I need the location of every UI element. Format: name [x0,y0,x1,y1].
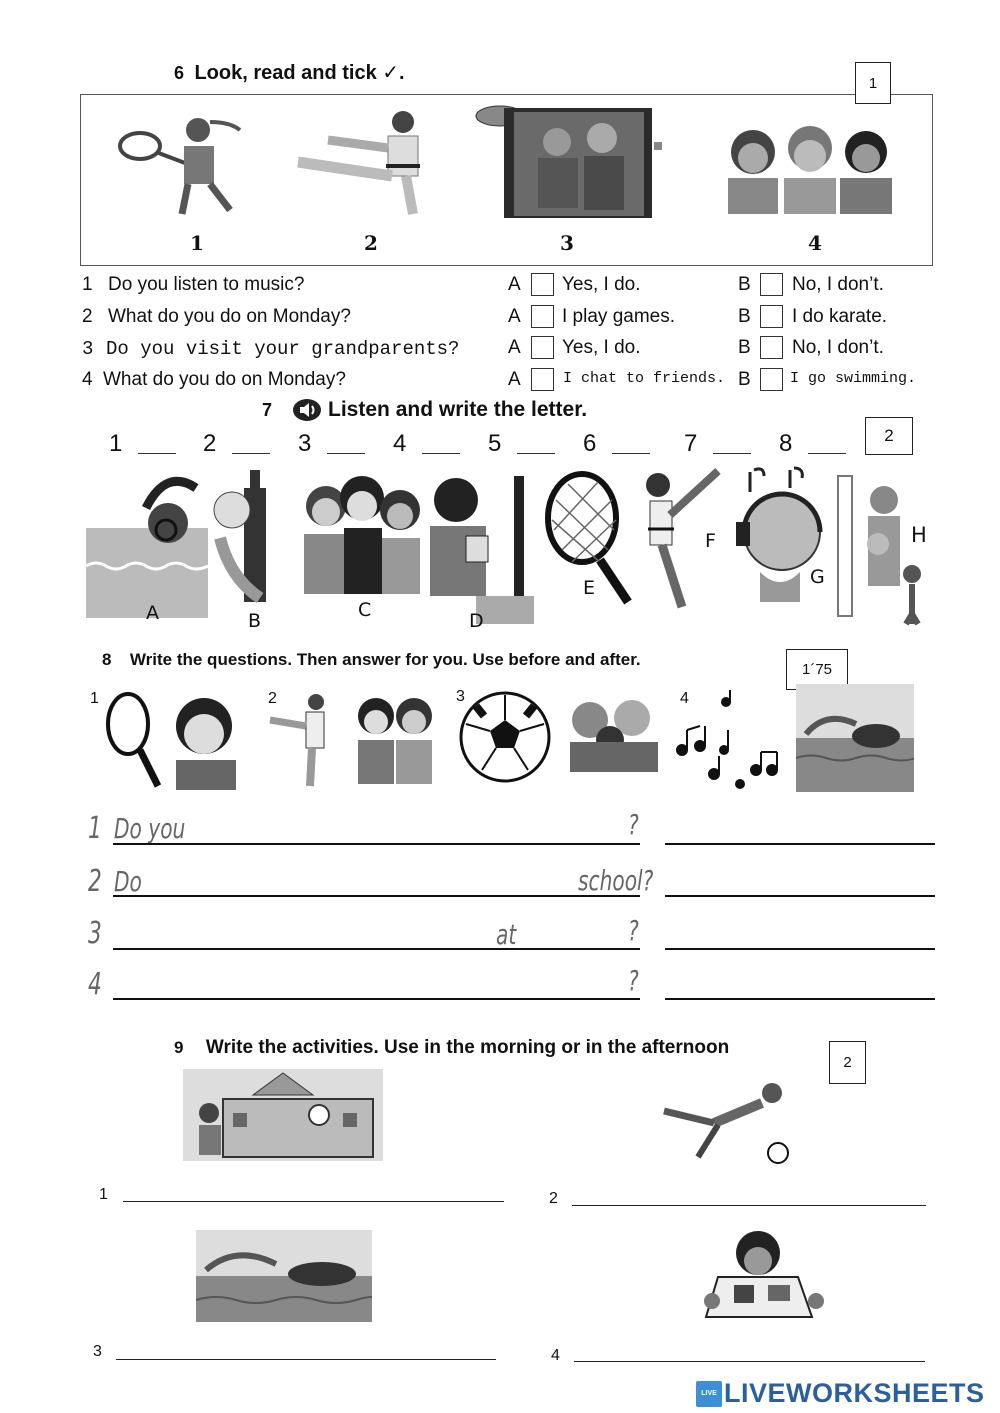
playing-football-picture [654,1079,794,1165]
family-hug-picture [566,696,662,774]
picture-letter: F [705,530,716,552]
row-end-text: ? [628,914,639,947]
karate-boy-picture [266,692,332,788]
letter-blank[interactable] [138,453,176,454]
karate-picture [288,108,438,218]
letter-blank[interactable] [327,453,365,454]
option-b-checkbox[interactable] [760,273,783,296]
blank-number: 5 [488,430,502,457]
ex6-score: 1 [868,74,878,92]
school-picture [183,1069,383,1161]
answer-line[interactable] [665,948,935,950]
row-number: 4 [88,967,102,1002]
row-number: 3 [88,916,102,951]
option-b-checkbox[interactable] [760,305,783,328]
option-a-text: I play games. [562,306,675,327]
option-b-label: B [738,274,751,295]
friends-chatting-picture [718,120,898,215]
activity-line[interactable] [572,1205,926,1206]
row-end-text: school? [578,864,654,897]
ex9-score-box [829,1041,866,1084]
ex6-pic-number: 2 [364,231,378,255]
ex6-heading [166,60,413,85]
football-picture [458,690,552,784]
tennis-player-picture [110,108,260,218]
ex8-pic-number: 2 [268,690,277,707]
ex9-title: Write the activities. Use in the morning or in the afternoon [205,1037,730,1058]
option-b-checkbox[interactable] [760,368,783,391]
picture-letter: A [146,602,159,624]
question-line[interactable] [113,843,640,845]
letter-blank[interactable] [422,453,460,454]
reading-picture [688,1229,838,1324]
liveworksheets-logo [696,1378,985,1409]
blank-number: 8 [779,430,793,457]
option-b-label: B [738,306,751,327]
ex9-heading [174,1037,729,1059]
ex9-number: 9 [174,1038,184,1057]
row-start-text: Do you [114,812,186,845]
ex8-title: Write the questions. Then answer for you. Use before and after. [129,650,641,669]
ex6-score-box [855,62,891,104]
question-number: 2 [82,306,93,327]
option-a-checkbox[interactable] [531,305,554,328]
picture-letter: B [248,610,262,632]
computer-games-picture [426,470,534,625]
option-a-checkbox[interactable] [531,368,554,391]
question-line[interactable] [113,948,640,950]
ex9-score: 2 [843,1054,852,1071]
ex7-heading [262,398,587,422]
ex8-pic-number: 3 [456,688,465,705]
speaker-icon [292,398,322,422]
ex7-score-box [865,417,913,455]
ex8-pic-number: 4 [680,690,689,707]
ex8-number: 8 [102,650,112,669]
question-line[interactable] [113,998,640,1000]
swimmer-picture [796,684,914,792]
blank-number: 3 [298,430,312,457]
option-b-text: No, I don’t. [792,274,884,295]
option-a-checkbox[interactable] [531,336,554,359]
option-a-label: A [508,369,521,390]
chatting-friends-picture [298,466,424,594]
racket-and-girl-picture [104,690,254,790]
ex6-pic-number: 4 [808,231,822,255]
ex9-line-number: 4 [551,1347,560,1364]
option-b-label: B [738,369,751,390]
option-b-checkbox[interactable] [760,336,783,359]
grandparents-picture [472,102,667,220]
question-line[interactable] [113,895,640,897]
ex9-line-number: 2 [549,1190,558,1207]
ex9-line-number: 1 [99,1186,108,1203]
question-text: What do you do on Monday? [103,369,346,390]
ex8-heading [102,650,641,670]
question-text: Do you listen to music? [108,274,305,295]
row-start-text: Do [114,865,142,898]
ex6-pic-number: 1 [190,231,204,255]
ex7-title: Listen and write the letter. [328,398,588,421]
music-notes-picture [670,690,790,790]
option-a-label: A [508,306,521,327]
answer-line[interactable] [665,895,935,897]
logo-text: LIVEWORKSHEETS [724,1378,985,1408]
question-number: 1 [82,274,93,295]
ex6-title: Look, read and tick ✓. [194,62,405,84]
activity-line[interactable] [123,1201,504,1202]
row-end-text: ? [628,964,639,997]
ex6-number: 6 [174,63,185,83]
picture-letter: E [583,577,596,599]
ex6-pic-number: 3 [560,231,574,255]
activity-line[interactable] [574,1361,925,1362]
ex7-score: 2 [884,426,894,445]
ex9-line-number: 3 [93,1343,102,1360]
visiting-grandparents-picture [836,474,928,636]
row-mid-text: at [496,918,517,951]
letter-blank[interactable] [808,453,846,454]
two-girls-picture [352,690,438,786]
letter-blank[interactable] [517,453,555,454]
option-b-label: B [738,337,751,358]
blank-number: 6 [583,430,597,457]
sightseeing-picture [210,468,296,604]
row-number: 2 [88,864,102,899]
letter-blank[interactable] [612,453,650,454]
blank-number: 7 [684,430,698,457]
blank-number: 4 [393,430,407,457]
letter-blank[interactable] [232,453,270,454]
row-number: 1 [88,811,102,846]
option-a-label: A [508,274,521,295]
option-a-text: Yes, I do. [562,337,641,358]
option-b-text: No, I don’t. [792,337,884,358]
swimming-picture [86,468,208,618]
ex7-number: 7 [262,399,273,420]
option-a-label: A [508,337,521,358]
ex8-pic-number: 1 [90,690,99,707]
picture-letter: H [911,523,927,547]
option-b-text: I go swimming. [790,370,917,387]
swimming-activity-picture [196,1230,372,1322]
ex8-score: 1´75 [801,661,833,678]
letter-blank[interactable] [713,453,751,454]
question-text: Do you visit your grandparents? [106,338,460,360]
option-a-checkbox[interactable] [531,273,554,296]
option-b-text: I do karate. [792,306,888,327]
question-text: What do you do on Monday? [108,306,351,327]
picture-letter: C [358,599,372,621]
option-a-text: Yes, I do. [562,274,641,295]
blank-number: 1 [109,430,123,457]
row-end-text: ? [628,808,639,841]
answer-line[interactable] [665,843,935,845]
option-a-text: I chat to friends. [563,370,726,387]
question-number: 4 [82,369,93,390]
logo-badge: LIVE [696,1381,722,1407]
picture-letter: G [810,566,825,588]
blank-number: 2 [203,430,217,457]
question-number: 3 [82,338,94,360]
activity-line[interactable] [116,1359,496,1360]
answer-line[interactable] [665,998,935,1000]
picture-letter: D [469,610,484,632]
